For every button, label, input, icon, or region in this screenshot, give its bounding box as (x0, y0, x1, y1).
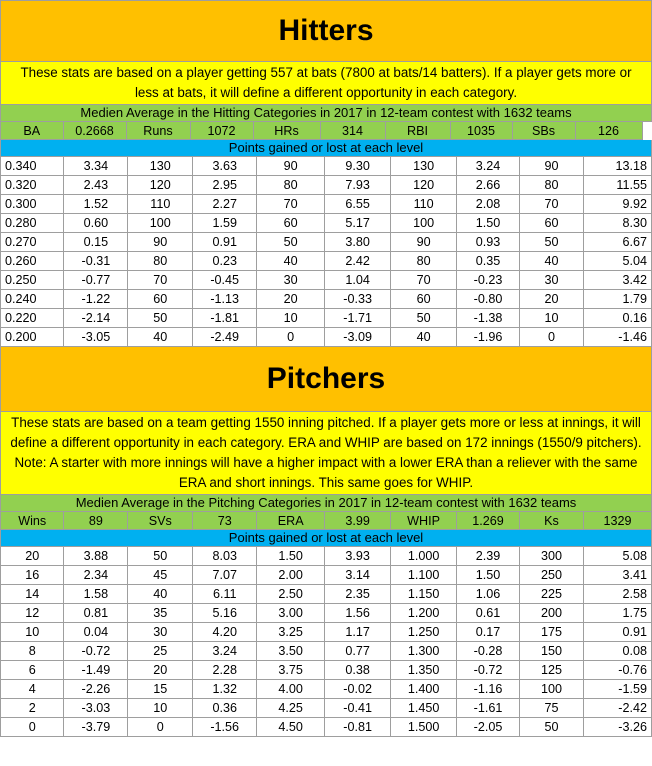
hitters-header-cell: HRs (253, 122, 320, 140)
hitters-cell: 40 (257, 252, 325, 271)
pitchers-cell: 45 (128, 566, 193, 585)
pitchers-cell: 2.39 (457, 547, 520, 566)
pitchers-header-cell: SVs (128, 512, 193, 530)
hitters-cell: 9.30 (325, 157, 391, 176)
table-row (1, 309, 652, 328)
hitters-cell: 2.43 (64, 176, 128, 195)
pitchers-cell: 0.81 (64, 604, 128, 623)
hitters-header-row (1, 122, 652, 140)
hitters-cell: -0.77 (64, 271, 128, 290)
hitters-cell: 0.320 (1, 176, 64, 195)
pitchers-header-cell: 1.269 (457, 512, 520, 530)
pitchers-cell: 20 (128, 661, 193, 680)
pitchers-cell: 0 (1, 718, 64, 737)
table-row (1, 680, 652, 699)
pitchers-cell: -0.81 (325, 718, 391, 737)
hitters-cell: 110 (128, 195, 193, 214)
pitchers-cell: 3.24 (193, 642, 257, 661)
table-row (1, 661, 652, 680)
pitchers-cell: 30 (128, 623, 193, 642)
hitters-cell: 70 (391, 271, 457, 290)
hitters-cell: 0.280 (1, 214, 64, 233)
hitters-cell: 130 (128, 157, 193, 176)
pitchers-cell: 225 (519, 585, 583, 604)
pitchers-cell: 1.75 (583, 604, 651, 623)
pitchers-cell: 1.06 (457, 585, 520, 604)
hitters-cell: 8.30 (583, 214, 651, 233)
pitchers-cell: -3.26 (583, 718, 651, 737)
hitters-cell: 40 (391, 328, 457, 347)
pitchers-cell: 16 (1, 566, 64, 585)
hitters-cell: -1.13 (193, 290, 257, 309)
hitters-cell: 2.27 (193, 195, 257, 214)
hitters-cell: 5.17 (325, 214, 391, 233)
pitchers-cell: 3.00 (257, 604, 325, 623)
pitchers-cell: 25 (128, 642, 193, 661)
hitters-cell: 6.55 (325, 195, 391, 214)
hitters-cell: 1.59 (193, 214, 257, 233)
pitchers-cell: 0.38 (325, 661, 391, 680)
hitters-cell: -2.14 (64, 309, 128, 328)
pitchers-cell: 3.25 (257, 623, 325, 642)
table-row (1, 328, 652, 347)
pitchers-cell: 4.00 (257, 680, 325, 699)
hitters-cell: 20 (519, 290, 583, 309)
pitchers-cell: -3.03 (64, 699, 128, 718)
hitters-cell: 20 (257, 290, 325, 309)
hitters-cell: 2.95 (193, 176, 257, 195)
hitters-cell: 11.55 (583, 176, 651, 195)
hitters-cell: -1.71 (325, 309, 391, 328)
hitters-cell: 60 (391, 290, 457, 309)
pitchers-cell: 2.50 (257, 585, 325, 604)
pitchers-cell: 175 (519, 623, 583, 642)
hitters-note: These stats are based on a player getting 557 at bats (7800 at bats/14 batters). If a player gets more or less at bats, it will define a different opportunity in each category. (1, 62, 652, 105)
pitchers-header-cell: 1329 (583, 512, 651, 530)
pitchers-cell: 1.000 (391, 547, 457, 566)
pitchers-cell: 150 (519, 642, 583, 661)
pitchers-header-cell: 89 (64, 512, 128, 530)
pitchers-cell: 1.17 (325, 623, 391, 642)
pitchers-cell: 2.28 (193, 661, 257, 680)
pitchers-cell: -3.79 (64, 718, 128, 737)
pitchers-cell: 1.350 (391, 661, 457, 680)
hitters-cell: 70 (257, 195, 325, 214)
hitters-cell: 0.23 (193, 252, 257, 271)
pitchers-cell: 15 (128, 680, 193, 699)
hitters-cell: 0.300 (1, 195, 64, 214)
table-row (1, 176, 652, 195)
pitchers-cell: 1.300 (391, 642, 457, 661)
pitchers-cell: 4.20 (193, 623, 257, 642)
table-row (1, 699, 652, 718)
pitchers-cell: 1.200 (391, 604, 457, 623)
hitters-cell: 0.200 (1, 328, 64, 347)
pitchers-cell: 1.400 (391, 680, 457, 699)
hitters-cell: 0 (257, 328, 325, 347)
hitters-cell: 6.67 (583, 233, 651, 252)
pitchers-cell: 4 (1, 680, 64, 699)
table-row (1, 623, 652, 642)
hitters-cell: -1.46 (583, 328, 651, 347)
hitters-cell: 0.260 (1, 252, 64, 271)
hitters-cell: 120 (391, 176, 457, 195)
hitters-header-cell: 1072 (190, 122, 253, 140)
hitters-cell: 80 (519, 176, 583, 195)
hitters-cell: -3.09 (325, 328, 391, 347)
pitchers-cell: 75 (519, 699, 583, 718)
hitters-cell: 90 (519, 157, 583, 176)
hitters-cell: -3.05 (64, 328, 128, 347)
pitchers-cell: 3.41 (583, 566, 651, 585)
hitters-header-cell: RBI (385, 122, 450, 140)
pitchers-cell: 300 (519, 547, 583, 566)
hitters-cell: 10 (519, 309, 583, 328)
pitchers-header-cell: 73 (193, 512, 257, 530)
pitchers-cell: 4.25 (257, 699, 325, 718)
pitchers-header-cell: 3.99 (325, 512, 391, 530)
hitters-cell: 0 (519, 328, 583, 347)
pitchers-cell: 6 (1, 661, 64, 680)
hitters-cell: 1.50 (457, 214, 520, 233)
pitchers-cell: 50 (519, 718, 583, 737)
hitters-cell: 130 (391, 157, 457, 176)
pitchers-cell: 3.75 (257, 661, 325, 680)
hitters-cell: 90 (391, 233, 457, 252)
hitters-cell: 30 (519, 271, 583, 290)
pitchers-cell: -1.16 (457, 680, 520, 699)
pitchers-cell: 1.50 (457, 566, 520, 585)
pitchers-cell: 3.50 (257, 642, 325, 661)
hitters-cell: 90 (257, 157, 325, 176)
hitters-cell: 2.66 (457, 176, 520, 195)
pitchers-cell: -0.76 (583, 661, 651, 680)
pitchers-cell: 200 (519, 604, 583, 623)
pitchers-average-label: Medien Average in the Pitching Categories in 2017 in 12-team contest with 1632 teams (1, 495, 652, 512)
hitters-cell: 3.34 (64, 157, 128, 176)
pitchers-header-table (1, 512, 652, 530)
hitters-cell: -0.80 (457, 290, 520, 309)
pitchers-cell: 0.61 (457, 604, 520, 623)
hitters-cell: 0.16 (583, 309, 651, 328)
pitchers-header-cell: WHIP (391, 512, 457, 530)
hitters-cell: 1.04 (325, 271, 391, 290)
hitters-cell: 40 (128, 328, 193, 347)
hitters-cell: 0.91 (193, 233, 257, 252)
pitchers-cell: 0.77 (325, 642, 391, 661)
pitchers-cell: -0.72 (457, 661, 520, 680)
pitchers-cell: 125 (519, 661, 583, 680)
pitchers-cell: 1.250 (391, 623, 457, 642)
pitchers-cell: 1.32 (193, 680, 257, 699)
pitchers-cell: 1.450 (391, 699, 457, 718)
pitchers-cell: 0 (128, 718, 193, 737)
hitters-header-table (1, 122, 652, 140)
pitchers-cell: 8 (1, 642, 64, 661)
hitters-cell: 50 (128, 309, 193, 328)
hitters-cell: -2.49 (193, 328, 257, 347)
hitters-cell: 9.92 (583, 195, 651, 214)
pitchers-cell: 250 (519, 566, 583, 585)
pitchers-cell: 5.16 (193, 604, 257, 623)
pitchers-cell: 7.07 (193, 566, 257, 585)
pitchers-cell: 2.35 (325, 585, 391, 604)
hitters-cell: 1.79 (583, 290, 651, 309)
pitchers-cell: 0.36 (193, 699, 257, 718)
hitters-cell: 60 (257, 214, 325, 233)
hitters-cell: 0.250 (1, 271, 64, 290)
hitters-header-cell: 126 (575, 122, 642, 140)
hitters-cell: 100 (128, 214, 193, 233)
hitters-cell: 0.220 (1, 309, 64, 328)
table-row (1, 547, 652, 566)
pitchers-header-cell: ERA (257, 512, 325, 530)
hitters-header-cell: SBs (512, 122, 575, 140)
pitchers-points-label: Points gained or lost at each level (1, 530, 652, 547)
table-row (1, 233, 652, 252)
hitters-header-cell: BA (1, 122, 63, 140)
hitters-cell: -1.81 (193, 309, 257, 328)
pitchers-cell: -2.05 (457, 718, 520, 737)
pitchers-cell: 3.14 (325, 566, 391, 585)
hitters-cell: 80 (128, 252, 193, 271)
hitters-table (1, 157, 652, 347)
hitters-cell: 100 (391, 214, 457, 233)
hitters-header-cell: 1035 (450, 122, 512, 140)
table-row (1, 157, 652, 176)
pitchers-cell: -0.72 (64, 642, 128, 661)
pitchers-cell: 1.56 (325, 604, 391, 623)
hitters-cell: 30 (257, 271, 325, 290)
hitters-cell: 80 (391, 252, 457, 271)
pitchers-cell: -0.41 (325, 699, 391, 718)
pitchers-cell: 10 (128, 699, 193, 718)
hitters-cell: 3.42 (583, 271, 651, 290)
hitters-cell: -0.45 (193, 271, 257, 290)
table-row (1, 252, 652, 271)
hitters-cell: 7.93 (325, 176, 391, 195)
pitchers-cell: 4.50 (257, 718, 325, 737)
hitters-cell: 70 (128, 271, 193, 290)
pitchers-cell: 14 (1, 585, 64, 604)
hitters-cell: 110 (391, 195, 457, 214)
hitters-cell: -0.31 (64, 252, 128, 271)
pitchers-cell: -2.42 (583, 699, 651, 718)
pitchers-cell: 8.03 (193, 547, 257, 566)
pitchers-cell: -1.49 (64, 661, 128, 680)
pitchers-cell: 6.11 (193, 585, 257, 604)
hitters-cell: 0.35 (457, 252, 520, 271)
pitchers-title: Pitchers (1, 347, 652, 412)
pitchers-cell: 50 (128, 547, 193, 566)
hitters-cell: 0.340 (1, 157, 64, 176)
pitchers-cell: 0.04 (64, 623, 128, 642)
pitchers-cell: 0.91 (583, 623, 651, 642)
pitchers-cell: 35 (128, 604, 193, 623)
pitchers-cell: 12 (1, 604, 64, 623)
hitters-cell: 50 (519, 233, 583, 252)
hitters-points-label: Points gained or lost at each level (1, 140, 652, 157)
hitters-cell: 0.60 (64, 214, 128, 233)
pitchers-note: These stats are based on a team getting 1550 inning pitched. If a player gets more or less at innings, it will define a different opportunity in each category. ERA and WHIP are based on 172 innings (1550/9 pitchers). Note: A starter with more innings will have a higher impact with a lower ERA than a reliever with the same ERA and short innings. This same goes for WHIP. (1, 412, 652, 495)
pitchers-cell: -0.02 (325, 680, 391, 699)
hitters-cell: -1.38 (457, 309, 520, 328)
hitters-cell: 2.42 (325, 252, 391, 271)
pitchers-cell: 2.58 (583, 585, 651, 604)
table-row (1, 290, 652, 309)
hitters-cell: 0.15 (64, 233, 128, 252)
pitchers-cell: 1.100 (391, 566, 457, 585)
hitters-cell: 2.08 (457, 195, 520, 214)
hitters-header-cell: 0.2668 (63, 122, 126, 140)
hitters-cell: 0.240 (1, 290, 64, 309)
pitchers-cell: 1.500 (391, 718, 457, 737)
hitters-cell: -0.33 (325, 290, 391, 309)
pitchers-header-cell: Ks (519, 512, 583, 530)
hitters-cell: -0.23 (457, 271, 520, 290)
hitters-cell: -1.22 (64, 290, 128, 309)
hitters-header-cell: Runs (126, 122, 190, 140)
pitchers-cell: 20 (1, 547, 64, 566)
hitters-header-cell: 314 (320, 122, 385, 140)
pitchers-cell: 40 (128, 585, 193, 604)
pitchers-cell: 0.08 (583, 642, 651, 661)
hitters-cell: 3.80 (325, 233, 391, 252)
hitters-cell: 5.04 (583, 252, 651, 271)
pitchers-cell: 1.58 (64, 585, 128, 604)
pitchers-cell: 5.08 (583, 547, 651, 566)
hitters-cell: 0.270 (1, 233, 64, 252)
pitchers-cell: 2.00 (257, 566, 325, 585)
pitchers-cell: 0.17 (457, 623, 520, 642)
table-row (1, 195, 652, 214)
pitchers-cell: 3.93 (325, 547, 391, 566)
table-row (1, 718, 652, 737)
hitters-cell: 80 (257, 176, 325, 195)
pitchers-cell: -1.56 (193, 718, 257, 737)
pitchers-cell: 100 (519, 680, 583, 699)
hitters-cell: 60 (519, 214, 583, 233)
pitchers-header-row (1, 512, 652, 530)
pitchers-cell: 1.150 (391, 585, 457, 604)
pitchers-cell: 1.50 (257, 547, 325, 566)
hitters-cell: 0.93 (457, 233, 520, 252)
hitters-cell: -1.96 (457, 328, 520, 347)
table-row (1, 642, 652, 661)
table-row (1, 214, 652, 233)
hitters-cell: 50 (257, 233, 325, 252)
pitchers-table (1, 547, 652, 737)
hitters-cell: 3.24 (457, 157, 520, 176)
hitters-cell: 60 (128, 290, 193, 309)
pitchers-cell: -2.26 (64, 680, 128, 699)
hitters-cell: 1.52 (64, 195, 128, 214)
pitchers-header-cell: Wins (1, 512, 64, 530)
table-row (1, 271, 652, 290)
hitters-average-label: Medien Average in the Hitting Categories in 2017 in 12-team contest with 1632 teams (1, 105, 652, 122)
pitchers-cell: -1.61 (457, 699, 520, 718)
hitters-cell: 70 (519, 195, 583, 214)
hitters-cell: 13.18 (583, 157, 651, 176)
hitters-cell: 120 (128, 176, 193, 195)
pitchers-cell: 3.88 (64, 547, 128, 566)
table-row (1, 585, 652, 604)
hitters-cell: 90 (128, 233, 193, 252)
pitchers-cell: -1.59 (583, 680, 651, 699)
hitters-cell: 50 (391, 309, 457, 328)
hitters-cell: 40 (519, 252, 583, 271)
pitchers-cell: 2.34 (64, 566, 128, 585)
hitters-title: Hitters (1, 1, 652, 62)
pitchers-cell: -0.28 (457, 642, 520, 661)
hitters-cell: 10 (257, 309, 325, 328)
table-row (1, 604, 652, 623)
hitters-cell: 3.63 (193, 157, 257, 176)
pitchers-cell: 10 (1, 623, 64, 642)
pitchers-cell: 2 (1, 699, 64, 718)
table-row (1, 566, 652, 585)
